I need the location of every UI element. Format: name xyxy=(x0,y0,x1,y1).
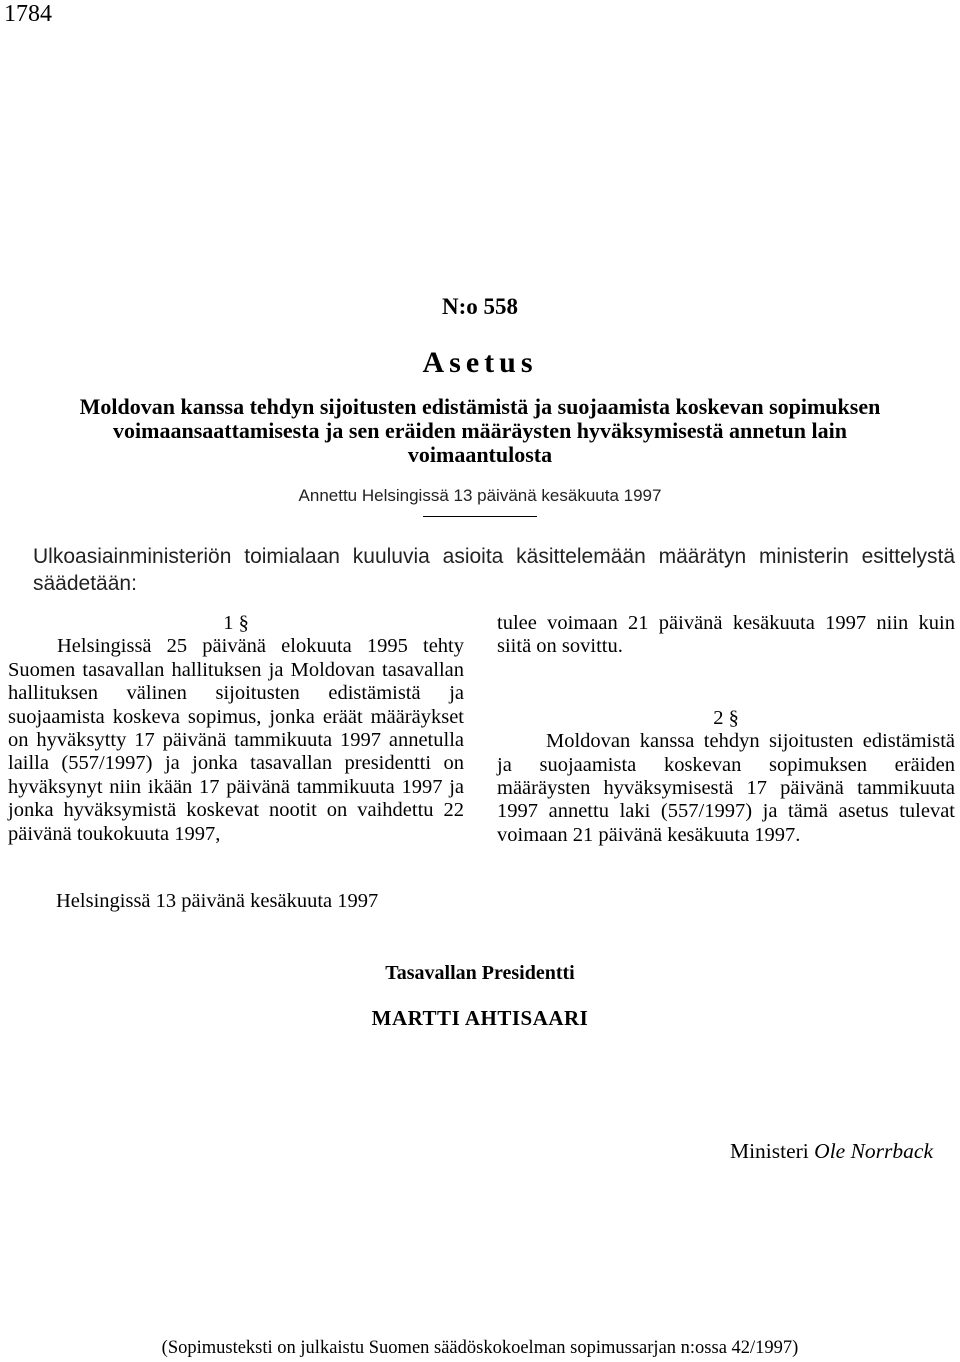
section-2-heading: 2 § xyxy=(713,706,739,729)
signer-title: Tasavallan Presidentti xyxy=(385,962,575,984)
minister-signature xyxy=(730,1137,933,1165)
footnote: (Sopimusteksti on julkaistu Suomen säädöskokoelman sopimussarjan n:ossa 42/1997) xyxy=(161,1338,799,1358)
document-title xyxy=(10,395,950,467)
section-1-continuation: tulee voimaan 21 päivänä kesäkuuta 1997 niin kuin siitä on sovittu. xyxy=(497,612,955,658)
right-column xyxy=(497,612,955,847)
title-line: voimaantulosta xyxy=(407,442,553,467)
place-date: Helsingissä 13 päivänä kesäkuuta 1997 xyxy=(56,890,379,912)
left-column xyxy=(8,612,464,846)
minister-title: Ministeri xyxy=(729,1139,809,1163)
section-1-text: Helsingissä 25 päivänä elokuuta 1995 tehty Suomen tasavallan hallituksen ja Moldovan tasavallan hallituksen välinen sijoitusten edistämistä ja suojaamista koskeva sopimus, jonka eräät määräykset on hyväksytty 17 päivänä tammikuuta 1997 annetulla lailla (557/1997) ja jonka tasavallan presidentti on hyväksynyt niin ikään 17 päivänä tammikuuta 1997 ja jonka hyväksymistä koskevat nootit on vaihdettu 22 päivänä toukokuuta 1997, xyxy=(8,635,464,845)
title-line: voimaansaattamisesta ja sen eräiden määräysten hyväksymisestä annetun lain xyxy=(113,418,847,443)
section-2-text: Moldovan kanssa tehdyn sijoitusten edistämistä ja suojaamista koskevan sopimuksen eräiden määräysten hyväksymisestä 17 päivänä tammikuuta 1997 annettu laki (557/1997) ja tämä asetus tulevat voimaan 21 päivänä kesäkuuta 1997. xyxy=(497,730,955,846)
statute-number: N:o 558 xyxy=(441,294,519,319)
page-number: 1784 xyxy=(4,1,52,27)
document-type: Asetus xyxy=(422,346,538,379)
section-1-heading: 1 § xyxy=(223,612,249,634)
title-line: Moldovan kanssa tehdyn sijoitusten edistämistä ja suojaamista koskevan sopimuksen xyxy=(79,394,881,419)
spacer xyxy=(497,659,955,707)
divider xyxy=(423,516,537,517)
enactment-line: Annettu Helsingissä 13 päivänä kesäkuuta 1997 xyxy=(298,486,662,505)
preamble: Ulkoasiainministeriön toimialaan kuuluvia asioita käsittelemään määrätyn ministerin esittelystä säädetään: xyxy=(33,545,955,595)
minister-name: Ole Norrback xyxy=(814,1139,933,1163)
signer-name: MARTTI AHTISAARI xyxy=(371,1006,589,1030)
